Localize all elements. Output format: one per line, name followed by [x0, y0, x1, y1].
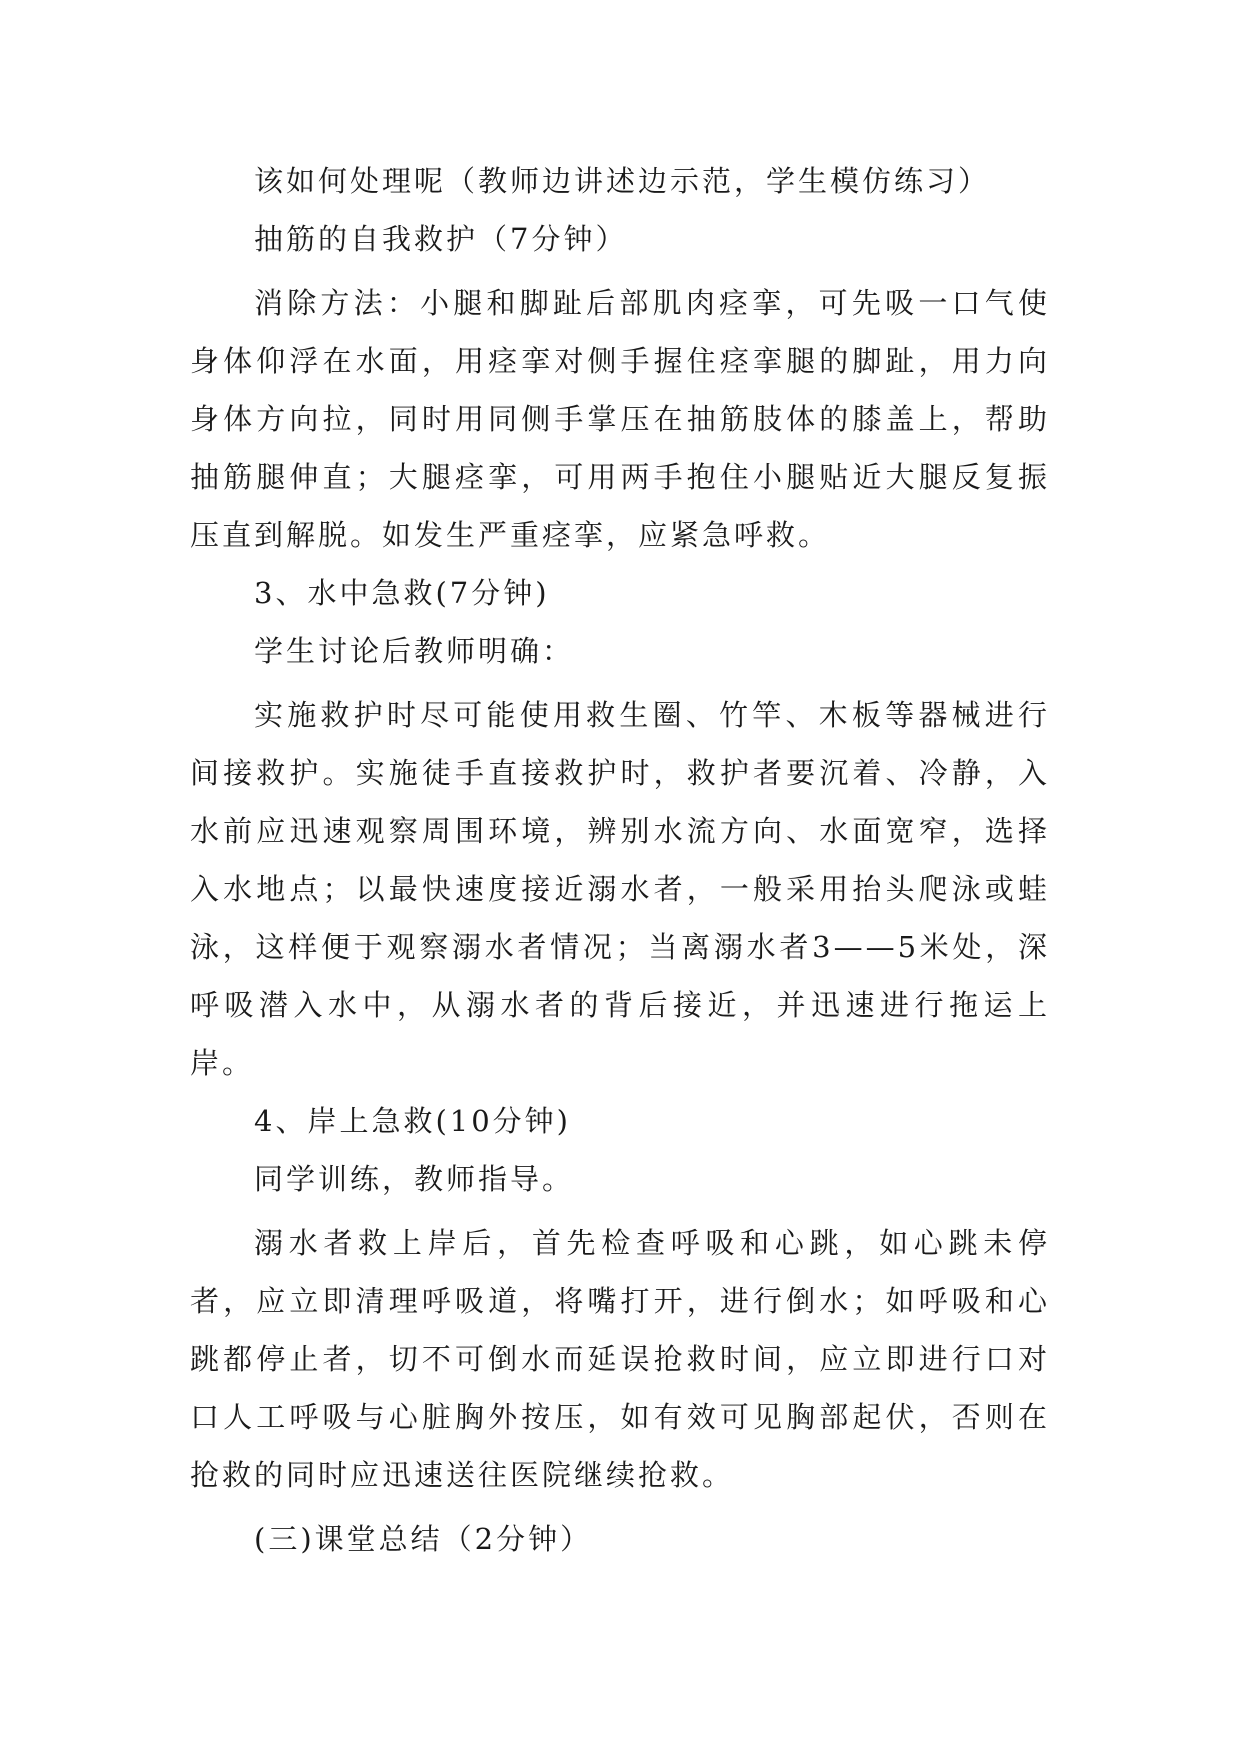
paragraph-cramp-heading: 抽筋的自我救护（7分钟） [254, 222, 628, 256]
paragraph-handling-question: 该如何处理呢（教师边讲述边示范，学生模仿练习） [254, 164, 991, 198]
paragraph-water-rescue-method: 实施救护时尽可能使用救生圈、竹竿、木板等器械进行间接救护。实施徒手直接救护时，救护者要沉着、冷静，入水前应迅速观察周围环境，辨别水流方向、水面宽窄，选择入水地点；以最快速度接近溺水者，一般采用抬头爬泳或蛙泳，这样便于观察溺水者情况；当离溺水者3——5米处，深呼吸潜入水中，从溺水者的背后接近，并迅速进行拖运上岸。 [190, 698, 1050, 1080]
paragraph-shore-rescue-method: 溺水者救上岸后，首先检查呼吸和心跳，如心跳未停者，应立即清理呼吸道，将嘴打开，进行倒水；如呼吸和心跳都停止者，切不可倒水而延误抢救时间，应立即进行口对口人工呼吸与心脏胸外按压，如有效可见胸部起伏，否则在抢救的同时应迅速送往医院继续抢救。 [190, 1226, 1050, 1492]
document-page [190, 152, 1050, 1568]
paragraph-class-summary: (三)课堂总结（2分钟） [254, 1522, 593, 1556]
paragraph-discussion: 学生讨论后教师明确： [254, 634, 575, 668]
paragraph-water-rescue-heading: 3、水中急救(7分钟) [254, 576, 550, 610]
paragraph-shore-rescue-heading: 4、岸上急救(10分钟) [254, 1104, 571, 1138]
paragraph-training: 同学训练，教师指导。 [254, 1162, 575, 1196]
paragraph-cramp-method: 消除方法：小腿和脚趾后部肌肉痉挛，可先吸一口气使身体仰浮在水面，用痉挛对侧手握住痉挛腿的脚趾，用力向身体方向拉，同时用同侧手掌压在抽筋肢体的膝盖上，帮助抽筋腿伸直；大腿痉挛，可用两手抱住小腿贴近大腿反复振压直到解脱。如发生严重痉挛，应紧急呼救。 [190, 286, 1050, 552]
